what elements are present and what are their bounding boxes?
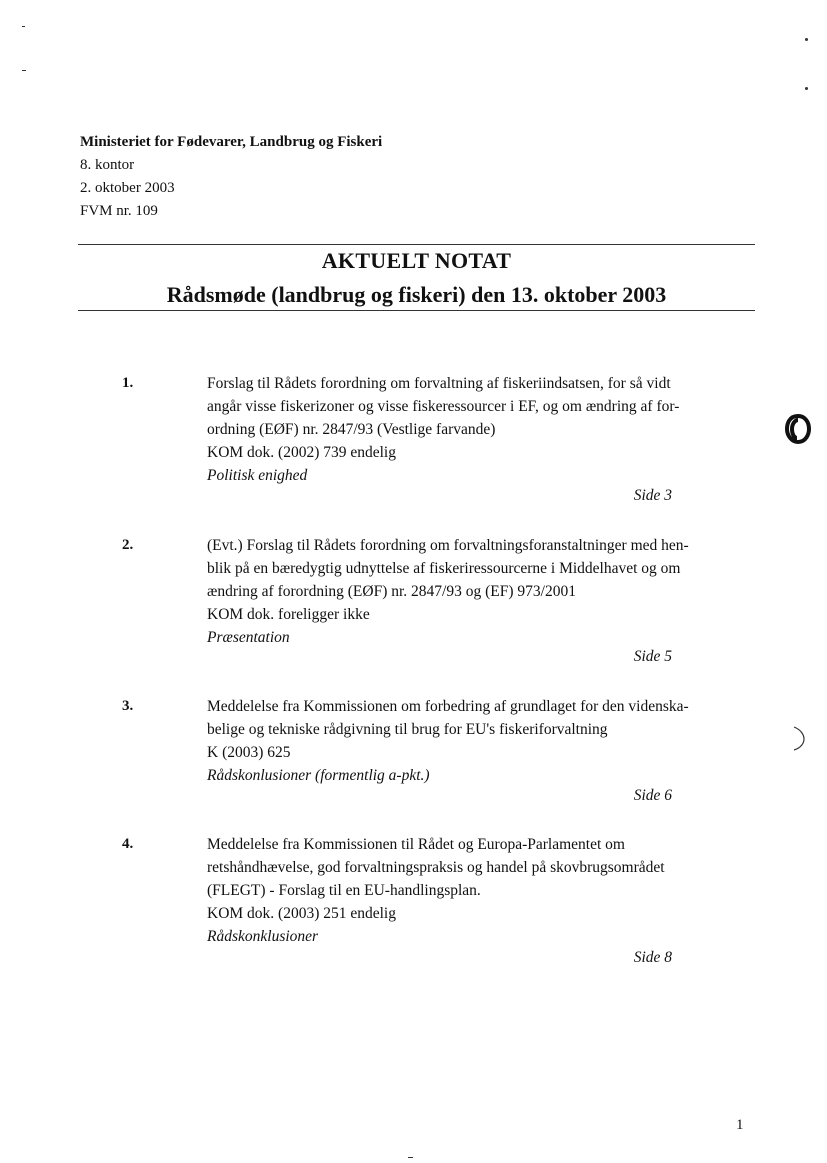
item-text-line: angår visse fiskerizoner og visse fiskeressourcer i EF, og om ændring af for- xyxy=(207,398,680,415)
scan-speck xyxy=(805,87,808,90)
scan-speck xyxy=(22,70,26,71)
item-page-ref: Side 6 xyxy=(633,787,672,804)
item-text-line: belige og tekniske rådgivning til brug for EU's fiskeriforvaltning xyxy=(207,721,608,738)
item-text-line: ordning (EØF) nr. 2847/93 (Vestlige farvande) xyxy=(207,421,496,438)
punch-hole-mark xyxy=(784,414,812,444)
bottom-rule xyxy=(78,310,755,311)
item-number: 1. xyxy=(122,375,134,391)
item-text-line: retshåndhævelse, god forvaltningspraksis og handel på skovbrugsområdet xyxy=(207,859,665,876)
item-text-line: Meddelelse fra Kommissionen til Rådet og Europa-Parlamentet om xyxy=(207,836,625,853)
item-text-line: KOM dok. (2003) 251 endelig xyxy=(207,905,396,922)
date-line: 2. oktober 2003 xyxy=(80,180,175,196)
scan-speck xyxy=(22,26,25,27)
document-title: AKTUELT NOTAT xyxy=(321,248,512,273)
item-text-line: (Evt.) Forslag til Rådets forordning om forvaltningsforanstaltninger med hen- xyxy=(207,537,689,554)
ministry-name: Ministeriet for Fødevarer, Landbrug og Fiskeri xyxy=(80,134,383,150)
item-page-ref: Side 3 xyxy=(633,487,672,504)
item-status: Politisk enighed xyxy=(207,467,308,484)
document-subtitle: Rådsmøde (landbrug og fiskeri) den 13. oktober 2003 xyxy=(166,282,667,307)
item-text-line: ændring af forordning (EØF) nr. 2847/93 og (EF) 973/2001 xyxy=(207,583,576,600)
title-block xyxy=(78,247,755,309)
item-body xyxy=(207,372,732,487)
item-status: Rådskonklusioner xyxy=(207,928,319,945)
item-number: 4. xyxy=(122,836,134,852)
item-text-line: K (2003) 625 xyxy=(207,744,291,761)
punch-hole-mark xyxy=(788,724,808,752)
document-header xyxy=(80,131,382,223)
item-text-line: KOM dok. foreligger ikke xyxy=(207,606,370,623)
item-text-line: KOM dok. (2002) 739 endelig xyxy=(207,444,396,461)
item-page-ref: Side 8 xyxy=(633,949,672,966)
page-number: 1 xyxy=(736,1117,744,1133)
item-body xyxy=(207,833,732,948)
item-text-line: Meddelelse fra Kommissionen om forbedring af grundlaget for den videnska- xyxy=(207,698,689,715)
top-rule xyxy=(78,244,755,245)
scan-speck xyxy=(408,1157,413,1158)
reference-line: FVM nr. 109 xyxy=(80,203,158,219)
item-text-line: Forslag til Rådets forordning om forvaltning af fiskeriindsatsen, for så vidt xyxy=(207,375,671,392)
item-text-line: (FLEGT) - Forslag til en EU-handlingsplan. xyxy=(207,882,481,899)
item-number: 2. xyxy=(122,537,134,553)
item-body xyxy=(207,695,732,787)
item-page-ref: Side 5 xyxy=(633,648,672,665)
item-number: 3. xyxy=(122,698,134,714)
item-body xyxy=(207,534,732,649)
item-status: Rådskonlusioner (formentlig a-pkt.) xyxy=(207,767,430,784)
item-status: Præsentation xyxy=(207,629,290,646)
scan-speck xyxy=(805,38,808,41)
item-text-line: blik på en bæredygtig udnyttelse af fiskeriressourcerne i Middelhavet og om xyxy=(207,560,681,577)
office-line: 8. kontor xyxy=(80,157,135,173)
